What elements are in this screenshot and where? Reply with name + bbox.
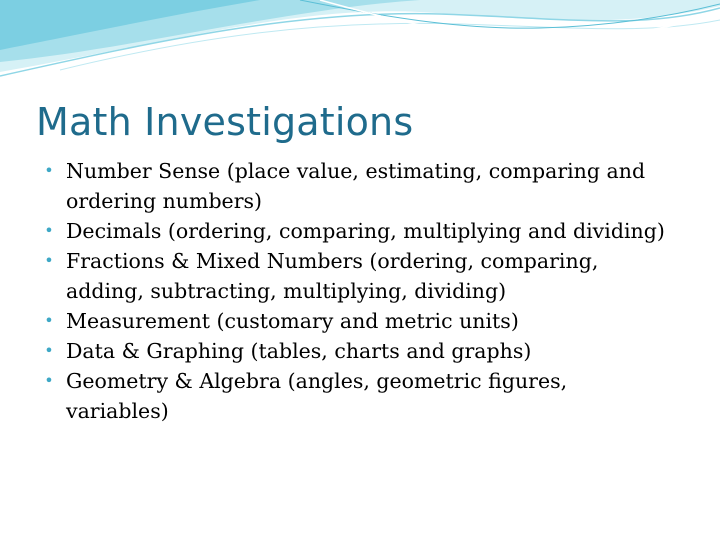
bullet-text: Measurement (customary and metric units) (66, 309, 519, 333)
bullet-item-geometry-algebra (36, 366, 676, 426)
bullet-text: Decimals (ordering, comparing, multiplying and dividing) (66, 219, 665, 243)
slide-title: Math Investigations (36, 100, 414, 144)
bullet-text: Geometry & Algebra (angles, geometric figures, variables) (66, 369, 568, 423)
bullet-text: Number Sense (place value, estimating, comparing and ordering numbers) (66, 159, 646, 213)
bullet-dot-icon: • (44, 371, 54, 390)
decorative-wave-banner (0, 0, 720, 80)
bullet-dot-icon: • (44, 221, 54, 240)
bullet-item-decimals (36, 216, 676, 246)
bullet-dot-icon: • (44, 161, 54, 180)
bullet-text: Data & Graphing (tables, charts and graphs) (66, 339, 532, 363)
bullet-item-number-sense (36, 156, 676, 216)
bullet-text: Fractions & Mixed Numbers (ordering, comparing, adding, subtracting, multiplying, dividing) (66, 249, 599, 303)
bullet-list (36, 156, 676, 426)
bullet-item-measurement (36, 306, 676, 336)
bullet-dot-icon: • (44, 341, 54, 360)
bullet-item-data-graphing (36, 336, 676, 366)
bullet-dot-icon: • (44, 251, 54, 270)
bullet-dot-icon: • (44, 311, 54, 330)
bullet-item-fractions (36, 246, 676, 306)
